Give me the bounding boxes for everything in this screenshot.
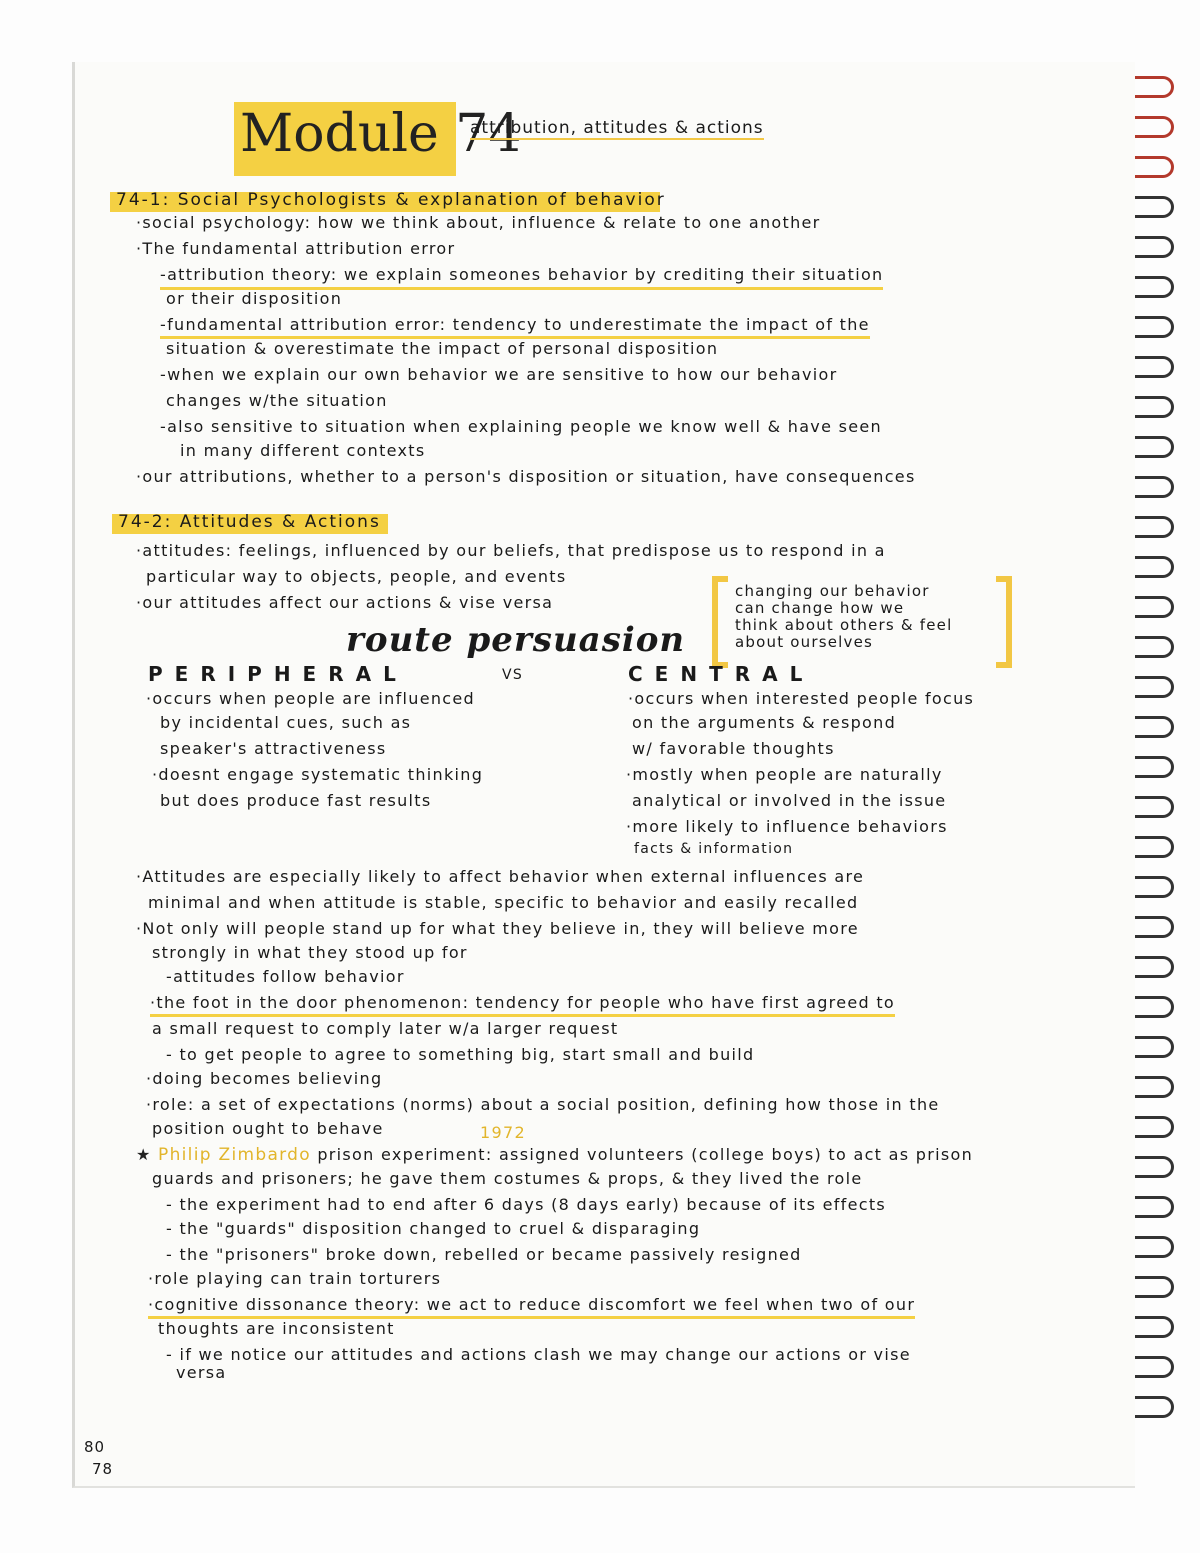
note-line: -when we explain our own behavior we are sensitive to how our behavior (160, 365, 838, 384)
peripheral-line: ·doesnt engage systematic thinking (152, 765, 484, 784)
star-icon: ★ (136, 1145, 159, 1164)
central-label: CENTRAL (628, 662, 815, 686)
page-number-bottom: 78 (92, 1460, 114, 1478)
note-line: or their disposition (166, 289, 343, 308)
year-annotation: 1972 (480, 1123, 526, 1142)
note-line: -fundamental attribution error: tendency to underestimate the impact of the (160, 314, 870, 339)
note-line: thoughts are inconsistent (158, 1319, 395, 1338)
note-bracket-right (996, 576, 1012, 668)
side-note-line: think about others & feel (735, 616, 953, 634)
note-line: ·Attitudes are especially likely to affect behavior when external influences are (136, 867, 865, 886)
note-line: ·Not only will people stand up for what they believe in, they will believe more (136, 919, 859, 938)
central-line: w/ favorable thoughts (632, 739, 835, 758)
section2-heading: 74-2: Attitudes & Actions (118, 512, 381, 532)
note-line: position ought to behave (152, 1119, 384, 1138)
note-line: minimal and when attitude is stable, specific to behavior and easily recalled (148, 893, 859, 912)
persuasion-title: route persuasion (346, 620, 686, 660)
note-line: ·the foot in the door phenomenon: tendency for people who have first agreed to (150, 992, 895, 1017)
page-title: Module 74 (240, 104, 522, 164)
peripheral-line: by incidental cues, such as (160, 713, 412, 732)
note-line: ·doing becomes believing (146, 1069, 383, 1088)
note-line: ·role: a set of expectations (norms) about a social position, defining how those in the (146, 1095, 940, 1114)
note-line: in many different contexts (180, 441, 426, 460)
side-note-line: can change how we (735, 599, 905, 617)
note-line: - the "guards" disposition changed to cruel & disparaging (166, 1219, 701, 1238)
section1-heading: 74-1: Social Psychologists & explanation of behavior (116, 190, 666, 210)
note-bracket-left (712, 576, 728, 668)
note-line: - if we notice our attitudes and actions clash we may change our actions or vise (166, 1345, 911, 1364)
side-note-line: changing our behavior (735, 582, 930, 600)
spiral-binding (1122, 62, 1192, 1462)
note-line: ·our attributions, whether to a person's disposition or situation, have consequences (136, 467, 916, 486)
zimbardo-text: prison experiment: assigned volunteers (college boys) to act as prison (317, 1145, 974, 1164)
note-line: -also sensitive to situation when explaining people we know well & have seen (160, 417, 882, 436)
peripheral-line: speaker's attractiveness (160, 739, 387, 758)
note-line: versa (176, 1363, 227, 1382)
note-line: - the experiment had to end after 6 days (8 days early) because of its effects (166, 1195, 887, 1214)
side-note-line: about ourselves (735, 633, 874, 651)
central-line: ·occurs when interested people focus (628, 689, 975, 708)
note-line: ·social psychology: how we think about, influence & relate to one another (136, 213, 821, 232)
note-line: -attribution theory: we explain someones behavior by crediting their situation (160, 264, 883, 290)
note-line: ·role playing can train torturers (148, 1269, 442, 1288)
note-line: ·our attitudes affect our actions & vise versa (136, 593, 554, 612)
page-number-top: 80 (84, 1438, 106, 1456)
central-line: ·more likely to influence behaviors (626, 817, 948, 836)
peripheral-label: PERIPHERAL (148, 662, 408, 686)
central-line: facts & information (634, 841, 794, 857)
peripheral-line: ·occurs when people are influenced (146, 689, 475, 708)
note-line: guards and prisoners; he gave them costumes & props, & they lived the role (152, 1169, 863, 1188)
note-line: particular way to objects, people, and events (146, 567, 567, 586)
central-line: ·mostly when people are naturally (626, 765, 943, 784)
note-line: a small request to comply later w/a larger request (152, 1019, 619, 1038)
page-subtitle: attribution, attitudes & actions (470, 118, 764, 138)
note-line: situation & overestimate the impact of personal disposition (166, 339, 719, 358)
note-line: ·attitudes: feelings, influenced by our beliefs, that predispose us to respond in a (136, 541, 886, 560)
central-line: analytical or involved in the issue (632, 791, 947, 810)
note-line: ·cognitive dissonance theory: we act to reduce discomfort we feel when two of our (148, 1294, 915, 1319)
note-line: changes w/the situation (166, 391, 388, 410)
peripheral-line: but does produce fast results (160, 791, 432, 810)
vs-label: VS (502, 667, 524, 683)
note-line: -attitudes follow behavior (166, 967, 405, 986)
side-note (735, 583, 952, 651)
note-line: - the "prisoners" broke down, rebelled or became passively resigned (166, 1245, 802, 1264)
note-line: - to get people to agree to something big, start small and build (166, 1045, 755, 1064)
zimbardo-name: Philip Zimbardo (158, 1145, 311, 1165)
central-line: on the arguments & respond (632, 713, 897, 732)
zimbardo-line (136, 1144, 973, 1166)
note-line: strongly in what they stood up for (152, 943, 468, 962)
note-line: ·The fundamental attribution error (136, 239, 456, 258)
